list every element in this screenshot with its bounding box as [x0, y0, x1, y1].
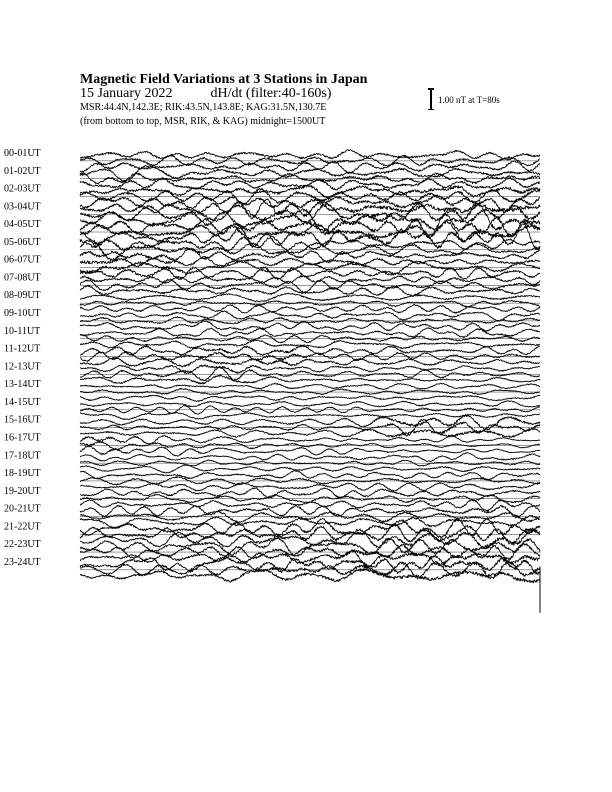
trace-kag [80, 537, 540, 557]
trace-kag [80, 311, 540, 321]
trace-msr [80, 412, 540, 419]
hour-label: 23-24UT [4, 556, 41, 568]
hour-label: 17-18UT [4, 450, 41, 462]
hour-label: 15-16UT [4, 414, 41, 426]
hour-label: 05-06UT [4, 236, 41, 248]
trace-kag [80, 505, 540, 518]
quantity-label: dH/dt (filter:40-160s) [210, 86, 332, 101]
trace-kag [80, 401, 540, 407]
hour-label: 14-15UT [4, 396, 41, 408]
trace-kag [80, 328, 540, 338]
hour-label: 03-04UT [4, 201, 41, 213]
trace-msr [80, 395, 540, 402]
hour-label: 01-02UT [4, 165, 41, 177]
hour-label: 22-23UT [4, 539, 41, 551]
station-traces [80, 150, 540, 583]
trace-rik [80, 300, 540, 307]
trace-kag [80, 293, 540, 302]
hour-label: 00-01UT [4, 148, 41, 159]
hour-label: 07-08UT [4, 272, 41, 284]
hour-label: 13-14UT [4, 379, 41, 391]
trace-msr [80, 375, 540, 384]
trace-msr [80, 465, 540, 473]
date-label: 15 January 2022 [80, 86, 173, 101]
trace-msr [80, 285, 540, 296]
hour-label: 21-22UT [4, 521, 41, 533]
hour-label: 20-21UT [4, 503, 41, 515]
trace-rik [80, 441, 540, 450]
station-order-note: (from bottom to top, MSR, RIK, & KAG) midnight=1500UT [80, 116, 326, 127]
hour-labels [4, 148, 41, 568]
hour-label: 16-17UT [4, 432, 41, 444]
trace-kag [80, 383, 540, 389]
chart-title: Magnetic Field Variations at 3 Stations in Japan [80, 72, 368, 87]
hour-label: 12-13UT [4, 361, 41, 373]
trace-kag [80, 470, 540, 480]
hour-label: 10-11UT [4, 325, 41, 337]
station-coordinates: MSR:44.4N,142.3E; RIK:43.5N,143.8E; KAG:31.5N,130.7E [80, 102, 327, 113]
trace-kag [80, 436, 540, 445]
trace-msr [80, 248, 540, 263]
trace-kag [80, 346, 540, 356]
hour-label: 19-20UT [4, 485, 41, 497]
scale-label: 1.00 nT at T=80s [438, 95, 500, 105]
trace-msr [80, 428, 540, 437]
hour-label: 08-09UT [4, 290, 41, 302]
trace-rik [80, 388, 540, 394]
hour-label: 02-03UT [4, 183, 41, 195]
hour-label: 11-12UT [4, 343, 41, 355]
trace-rik [80, 317, 540, 324]
trace-rik [80, 173, 540, 184]
hour-label: 18-19UT [4, 468, 41, 480]
hour-label: 09-10UT [4, 308, 41, 320]
trace-kag [80, 453, 540, 462]
trace-msr [80, 357, 540, 367]
trace-msr [80, 482, 540, 491]
trace-rik [80, 419, 540, 436]
hour-label: 04-05UT [4, 219, 41, 231]
hour-label: 06-07UT [4, 254, 41, 266]
